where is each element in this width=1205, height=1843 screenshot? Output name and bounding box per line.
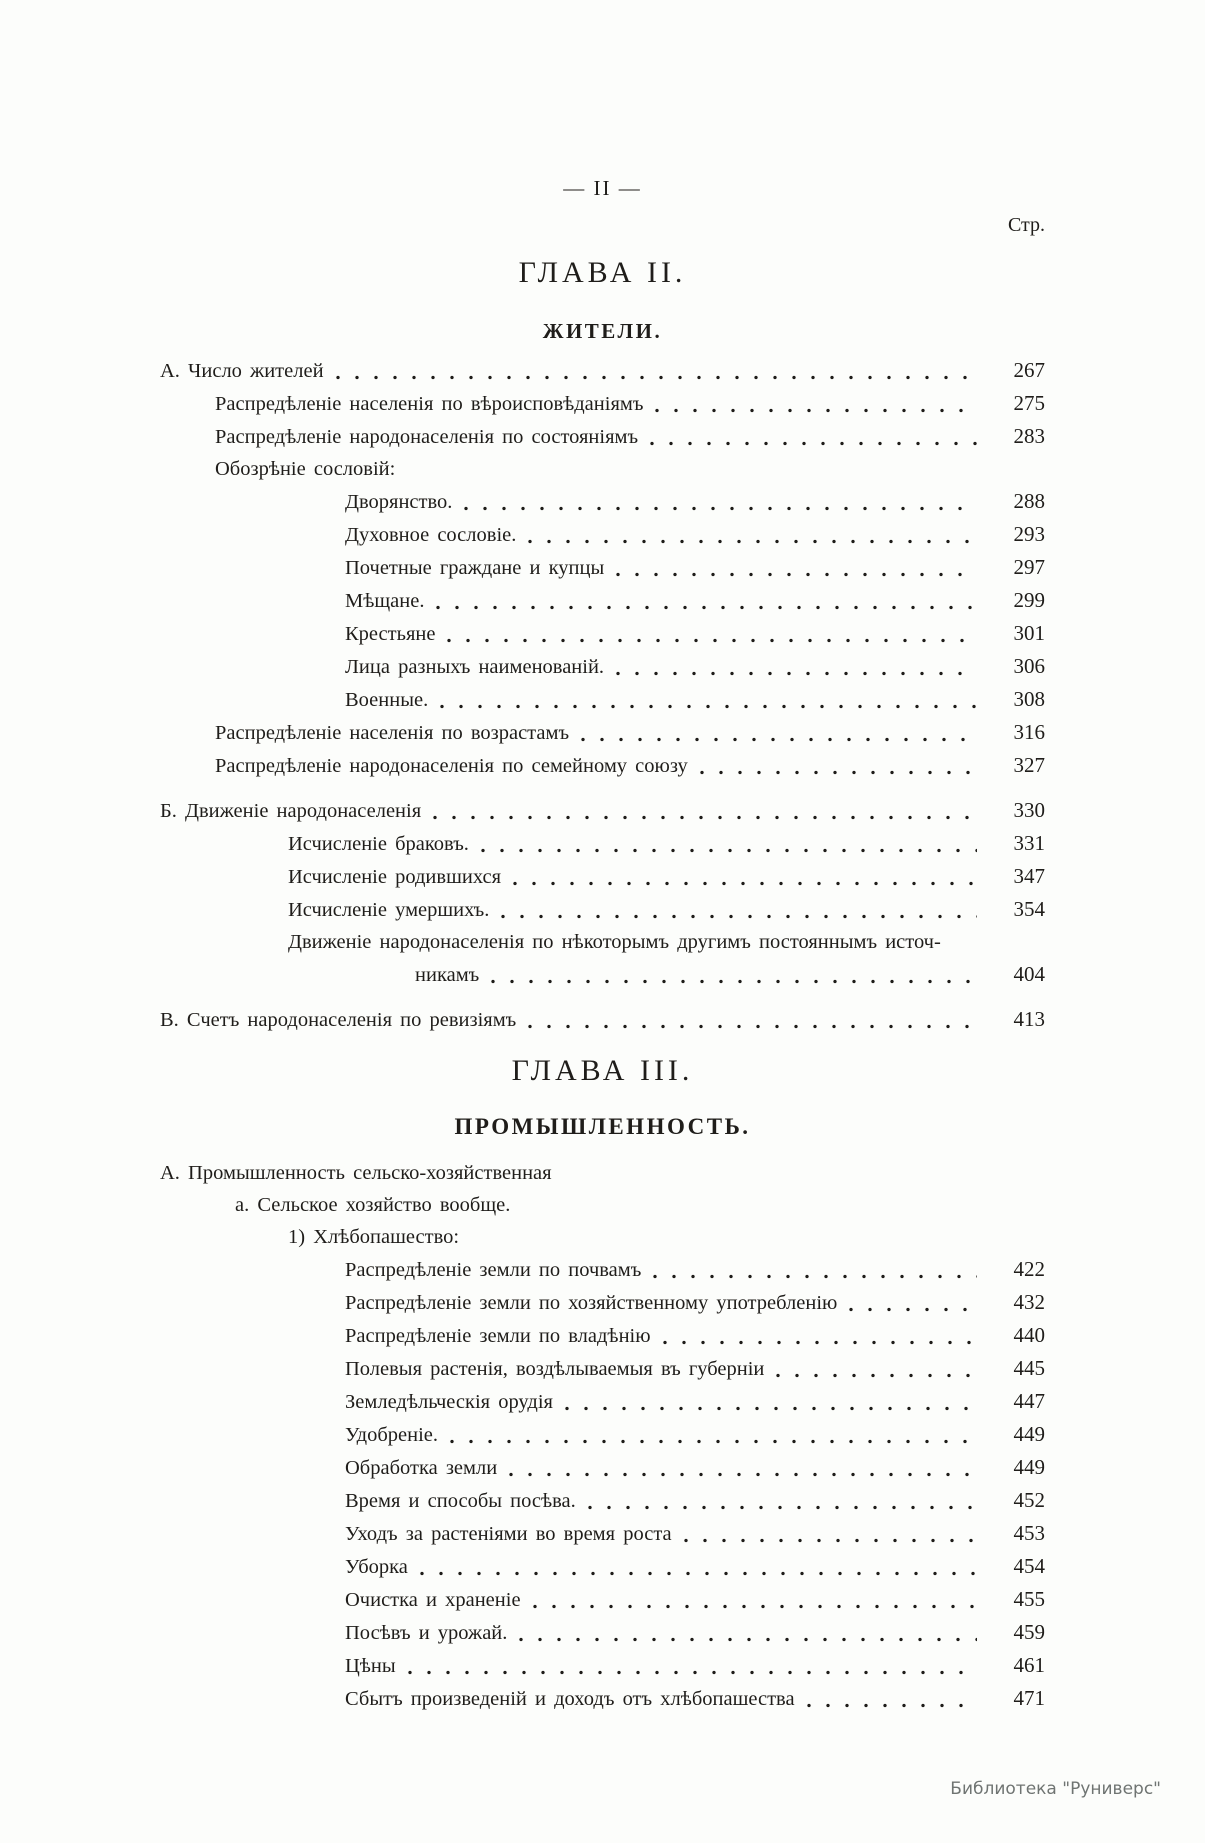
toc-row	[160, 721, 1045, 745]
toc-row	[160, 1162, 1045, 1185]
toc-entry-label: Почетные граждане и купцы	[345, 557, 605, 579]
toc-row	[160, 359, 1045, 383]
toc-row	[160, 655, 1045, 679]
library-watermark: Библиотека "Руниверс"	[950, 1779, 1161, 1799]
page-number: 293	[1013, 522, 1045, 546]
dot-leader	[491, 979, 977, 984]
toc-row	[160, 898, 1045, 922]
toc-row	[160, 1258, 1045, 1282]
page-number: 275	[1013, 391, 1045, 415]
dot-leader	[513, 881, 977, 886]
chapter-section-3	[160, 1054, 1045, 1711]
dot-leader	[519, 1637, 977, 1642]
toc-row	[160, 865, 1045, 889]
dot-leader	[509, 1472, 977, 1477]
page-number: 454	[1013, 1554, 1045, 1578]
toc-entry-label: 1) Хлѣбопашество:	[288, 1226, 460, 1248]
toc-row	[160, 1654, 1045, 1678]
toc-row	[160, 622, 1045, 646]
dot-leader	[336, 375, 977, 380]
page-number: 331	[1013, 831, 1045, 855]
toc-row	[160, 1588, 1045, 1612]
dot-leader	[700, 770, 977, 775]
toc-entry-label: Цѣны	[345, 1655, 396, 1677]
dot-leader	[501, 914, 977, 919]
folio-page-number: — II —	[563, 176, 642, 200]
toc-row	[160, 1194, 1045, 1217]
dot-leader	[533, 1604, 977, 1609]
page-number: 449	[1013, 1455, 1045, 1479]
dot-leader	[464, 506, 977, 511]
toc-row	[160, 799, 1045, 823]
dot-leader	[481, 848, 977, 853]
toc-row	[160, 1423, 1045, 1447]
toc-row	[160, 1357, 1045, 1381]
toc-entry-label: Распредѣленіе населенія по возрастамъ	[215, 722, 570, 744]
toc-entry-label: Очистка и храненіе	[345, 1589, 521, 1611]
dot-leader	[655, 408, 977, 413]
dot-leader	[588, 1505, 977, 1510]
page-number: 267	[1013, 358, 1045, 382]
page-number: 459	[1013, 1620, 1045, 1644]
page-column-header: Стр.	[1007, 214, 1045, 236]
page-number: 471	[1013, 1686, 1045, 1710]
toc-entry-label: Крестьяне	[345, 623, 436, 645]
page-number: 306	[1013, 654, 1045, 678]
toc-entry-label: Обозрѣніе сословій:	[215, 458, 396, 480]
dot-leader	[616, 671, 977, 676]
chapter-subtitle: ПРОМЫШЛЕННОСТЬ.	[454, 1114, 751, 1139]
toc-entry-label: А. Промышленность сельско-хозяйственная	[160, 1162, 552, 1184]
toc-row	[160, 1390, 1045, 1414]
toc-row	[160, 1008, 1045, 1032]
toc-entry-label: Исчисленіе умершихъ.	[288, 899, 490, 921]
toc-row	[160, 1324, 1045, 1348]
dot-leader	[565, 1406, 977, 1411]
chapter-subtitle: ЖИТЕЛИ.	[542, 319, 663, 343]
toc-entry-label: Военные.	[345, 689, 429, 711]
toc-row	[160, 425, 1045, 449]
page-number: 301	[1013, 621, 1045, 645]
toc-entry-label: Полевыя растенія, воздѣлываемыя въ губерніи	[345, 1358, 765, 1380]
chapter-title: ГЛАВА III.	[511, 1054, 694, 1087]
page-number: 440	[1013, 1323, 1045, 1347]
toc-row	[160, 556, 1045, 580]
toc-entry-label: Распредѣленіе народонаселенія по состояніямъ	[215, 426, 639, 448]
toc-entry-label: Уходъ за растеніями во время роста	[345, 1523, 672, 1545]
dot-leader	[684, 1538, 977, 1543]
toc-row	[160, 688, 1045, 712]
page-number: 445	[1013, 1356, 1045, 1380]
dot-leader	[616, 572, 977, 577]
toc-entry-label: Распредѣленіе населенія по вѣроисповѣданіямъ	[215, 393, 644, 415]
page-content	[0, 176, 1205, 1711]
toc-row	[160, 1489, 1045, 1513]
page-number: 455	[1013, 1587, 1045, 1611]
page-number: 297	[1013, 555, 1045, 579]
page-number: 449	[1013, 1422, 1045, 1446]
page-number: 327	[1013, 753, 1045, 777]
page-number: 308	[1013, 687, 1045, 711]
dot-leader	[581, 737, 977, 742]
toc-entry-label: А. Число жителей	[160, 360, 324, 382]
dot-leader	[528, 539, 977, 544]
page-number: 299	[1013, 588, 1045, 612]
toc-entry-label: Земледѣльческія орудія	[345, 1391, 553, 1413]
toc-entries	[160, 359, 1045, 1032]
toc-entry-label: Исчисленіе браковъ.	[288, 833, 469, 855]
toc-entry-label: Движеніе народонаселенія по нѣкоторымъ другимъ постояннымъ источ-	[288, 931, 941, 953]
toc-row	[160, 458, 1045, 481]
toc-entry-label: Обработка земли	[345, 1457, 498, 1479]
toc-row	[160, 931, 1045, 954]
dot-leader	[433, 815, 977, 820]
page-number: 432	[1013, 1290, 1045, 1314]
dot-leader	[650, 441, 977, 446]
dot-leader	[776, 1373, 977, 1378]
toc-row	[160, 1291, 1045, 1315]
toc-entry-label: В. Счетъ народонаселенія по ревизіямъ	[160, 1009, 517, 1031]
dot-leader	[663, 1340, 977, 1345]
toc-row	[160, 523, 1045, 547]
page-number: 330	[1013, 798, 1045, 822]
page-number: 404	[1013, 962, 1045, 986]
dot-leader	[528, 1024, 977, 1029]
toc-entry-label: Распредѣленіе земли по почвамъ	[345, 1259, 642, 1281]
toc-entry-label: Распредѣленіе земли по владѣнію	[345, 1325, 651, 1347]
toc-entry-label: Исчисленіе родившихся	[288, 866, 502, 888]
page-number: 453	[1013, 1521, 1045, 1545]
toc-entry-label: Лица разныхъ наименованій.	[345, 656, 605, 678]
chapter-section-2	[160, 256, 1045, 1032]
toc-entries	[160, 1162, 1045, 1711]
page-number: 422	[1013, 1257, 1045, 1281]
dot-leader	[440, 704, 977, 709]
page-number: 447	[1013, 1389, 1045, 1413]
toc-entry-label: Мѣщане.	[345, 590, 425, 612]
toc-row	[160, 832, 1045, 856]
dot-leader	[450, 1439, 977, 1444]
page-number: 288	[1013, 489, 1045, 513]
page-number: 354	[1013, 897, 1045, 921]
toc-entry-label: никамъ	[415, 964, 480, 986]
toc-entry-label: а. Сельское хозяйство вообще.	[235, 1194, 511, 1216]
page-number: 283	[1013, 424, 1045, 448]
toc-entry-label: Время и способы посѣва.	[345, 1490, 576, 1512]
dot-leader	[807, 1703, 977, 1708]
toc-row	[160, 392, 1045, 416]
toc-entry-label: Удобреніе.	[345, 1424, 438, 1446]
toc-row	[160, 1226, 1045, 1249]
toc-entry-label: Духовное сословіе.	[345, 524, 517, 546]
toc-entry-label: Посѣвъ и урожай.	[345, 1622, 508, 1644]
toc-row	[160, 963, 1045, 987]
toc-row	[160, 1456, 1045, 1480]
toc-row	[160, 754, 1045, 778]
toc-row	[160, 1555, 1045, 1579]
page-number: 316	[1013, 720, 1045, 744]
toc-row	[160, 1687, 1045, 1711]
toc-row	[160, 1522, 1045, 1546]
page-number: 461	[1013, 1653, 1045, 1677]
chapter-title: ГЛАВА II.	[518, 256, 687, 289]
page-number: 452	[1013, 1488, 1045, 1512]
toc-entry-label: Распредѣленіе народонаселенія по семейному союзу	[215, 755, 688, 777]
dot-leader	[408, 1670, 977, 1675]
toc-entry-label: Распредѣленіе земли по хозяйственному употребленію	[345, 1292, 838, 1314]
toc-row	[160, 589, 1045, 613]
dot-leader	[849, 1307, 977, 1312]
dot-leader	[447, 638, 977, 643]
page-number: 413	[1013, 1007, 1045, 1031]
toc-entry-label: Б. Движеніе народонаселенія	[160, 800, 422, 822]
dot-leader	[436, 605, 977, 610]
toc-entry-label: Дворянство.	[345, 491, 453, 513]
toc-entry-label: Сбытъ произведеній и доходъ отъ хлѣбопашества	[345, 1688, 795, 1710]
toc-row	[160, 1621, 1045, 1645]
dot-leader	[420, 1571, 977, 1576]
toc-entry-label: Уборка	[345, 1556, 408, 1578]
page-number: 347	[1013, 864, 1045, 888]
toc-row	[160, 490, 1045, 514]
dot-leader	[653, 1274, 977, 1279]
